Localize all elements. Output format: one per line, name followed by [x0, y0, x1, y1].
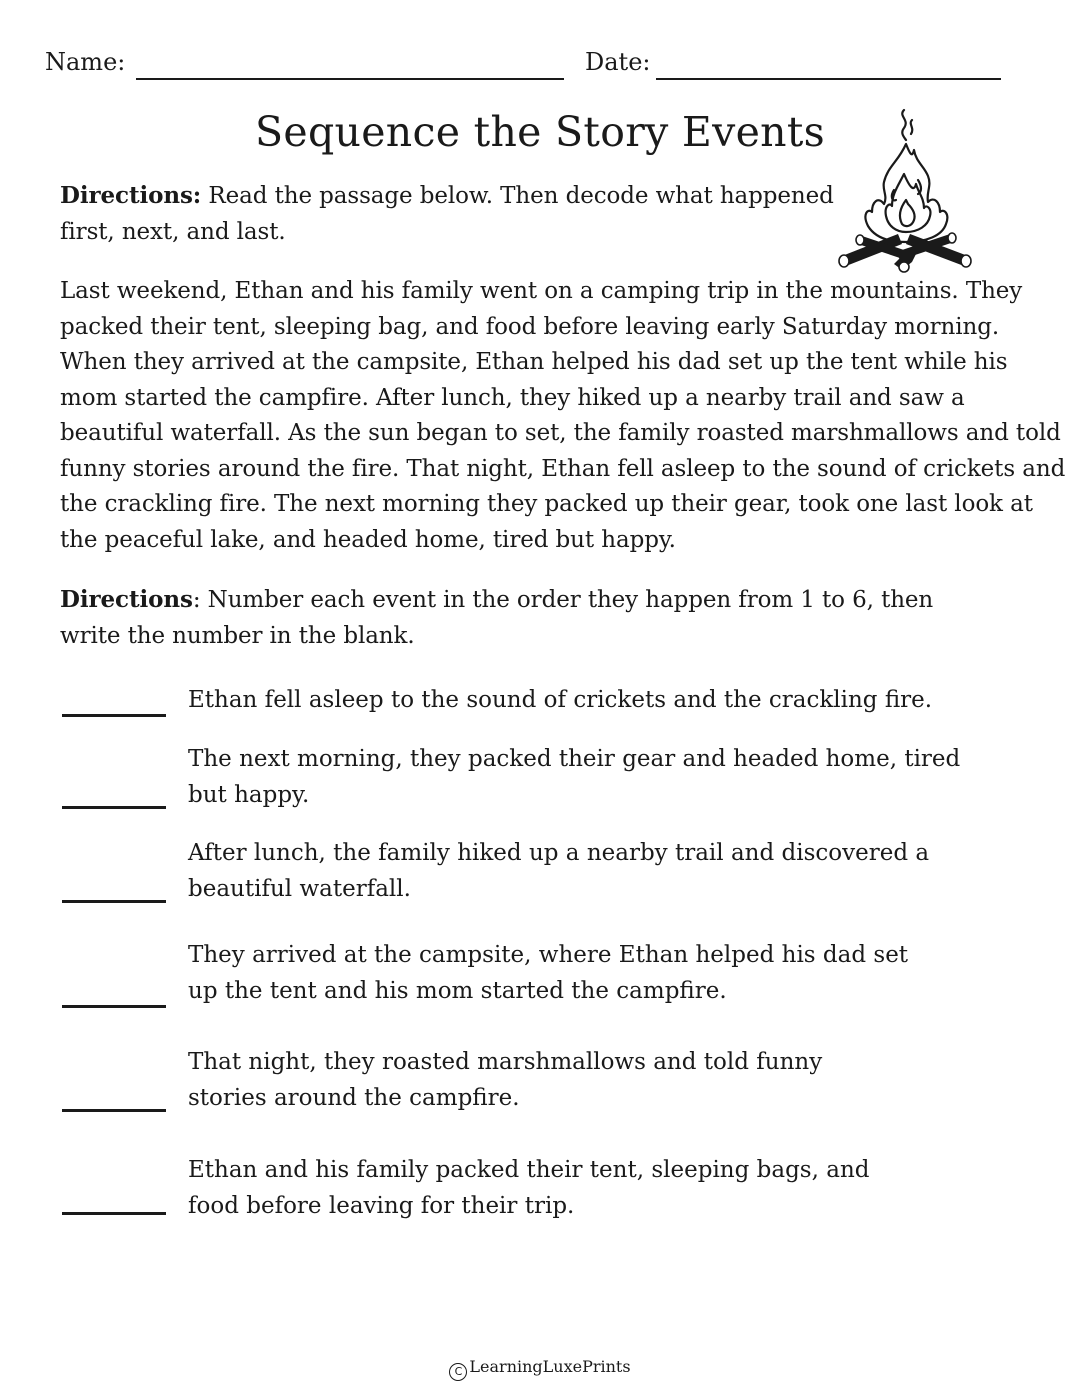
directions-bottom — [60, 582, 960, 654]
date-label: Date: — [585, 48, 651, 76]
event-item — [188, 682, 988, 718]
directions-label: Directions — [60, 586, 193, 613]
directions-label: Directions: — [60, 182, 202, 209]
answer-blank[interactable] — [62, 1212, 166, 1215]
copyright-icon: C — [449, 1363, 467, 1381]
event-item — [188, 937, 988, 1009]
answer-blank[interactable] — [62, 1109, 166, 1112]
event-item — [188, 741, 988, 813]
footer — [0, 1357, 1080, 1381]
footer-text: LearningLuxePrints — [469, 1357, 631, 1376]
story-passage: Last weekend, Ethan and his family went on a camping trip in the mountains. They packed their tent, sleeping bag, and food before leaving early Saturday morning. When they arrived at the campsite, Ethan helped his dad set up the tent while his mom started the campfire. After lunch, they hiked up a nearby trail and saw a beautiful waterfall. As the sun began to set, the family roasted marshmallows and told funny stories around the fire. That night, Ethan fell asleep to the sound of crickets and the crackling fire. The next morning they packed up their gear, took one last look at the peaceful lake, and headed home, tired but happy. — [60, 278, 1066, 553]
event-line: beautiful waterfall. — [188, 876, 411, 902]
event-item — [188, 835, 988, 907]
page-title: Sequence the Story Events — [255, 108, 825, 156]
name-label: Name: — [45, 48, 126, 76]
event-line: Ethan and his family packed their tent, sleeping bags, and — [188, 1157, 870, 1183]
event-line: That night, they roasted marshmallows and told funny — [188, 1049, 823, 1075]
event-line: food before leaving for their trip. — [188, 1193, 575, 1219]
event-line: Ethan fell asleep to the sound of crickets and the crackling fire. — [188, 687, 933, 713]
campfire-icon — [838, 104, 974, 274]
name-field[interactable] — [136, 78, 564, 80]
event-line: stories around the campfire. — [188, 1085, 520, 1111]
event-line: The next morning, they packed their gear and headed home, tired — [188, 746, 961, 772]
event-item — [188, 1044, 988, 1116]
directions-text: : Number each event in the order they happen from 1 to 6, then write the number in the blank. — [60, 587, 934, 649]
event-line: up the tent and his mom started the campfire. — [188, 978, 727, 1004]
date-field[interactable] — [656, 78, 1001, 80]
event-line: After lunch, the family hiked up a nearby trail and discovered a — [188, 840, 930, 866]
answer-blank[interactable] — [62, 1005, 166, 1008]
answer-blank[interactable] — [62, 900, 166, 903]
event-line: They arrived at the campsite, where Ethan helped his dad set — [188, 942, 909, 968]
directions-text: Read the passage below. Then decode what happened first, next, and last. — [60, 183, 834, 245]
directions-top — [60, 178, 840, 250]
event-line: but happy. — [188, 782, 310, 808]
event-item — [188, 1152, 988, 1224]
answer-blank[interactable] — [62, 806, 166, 809]
answer-blank[interactable] — [62, 714, 166, 717]
